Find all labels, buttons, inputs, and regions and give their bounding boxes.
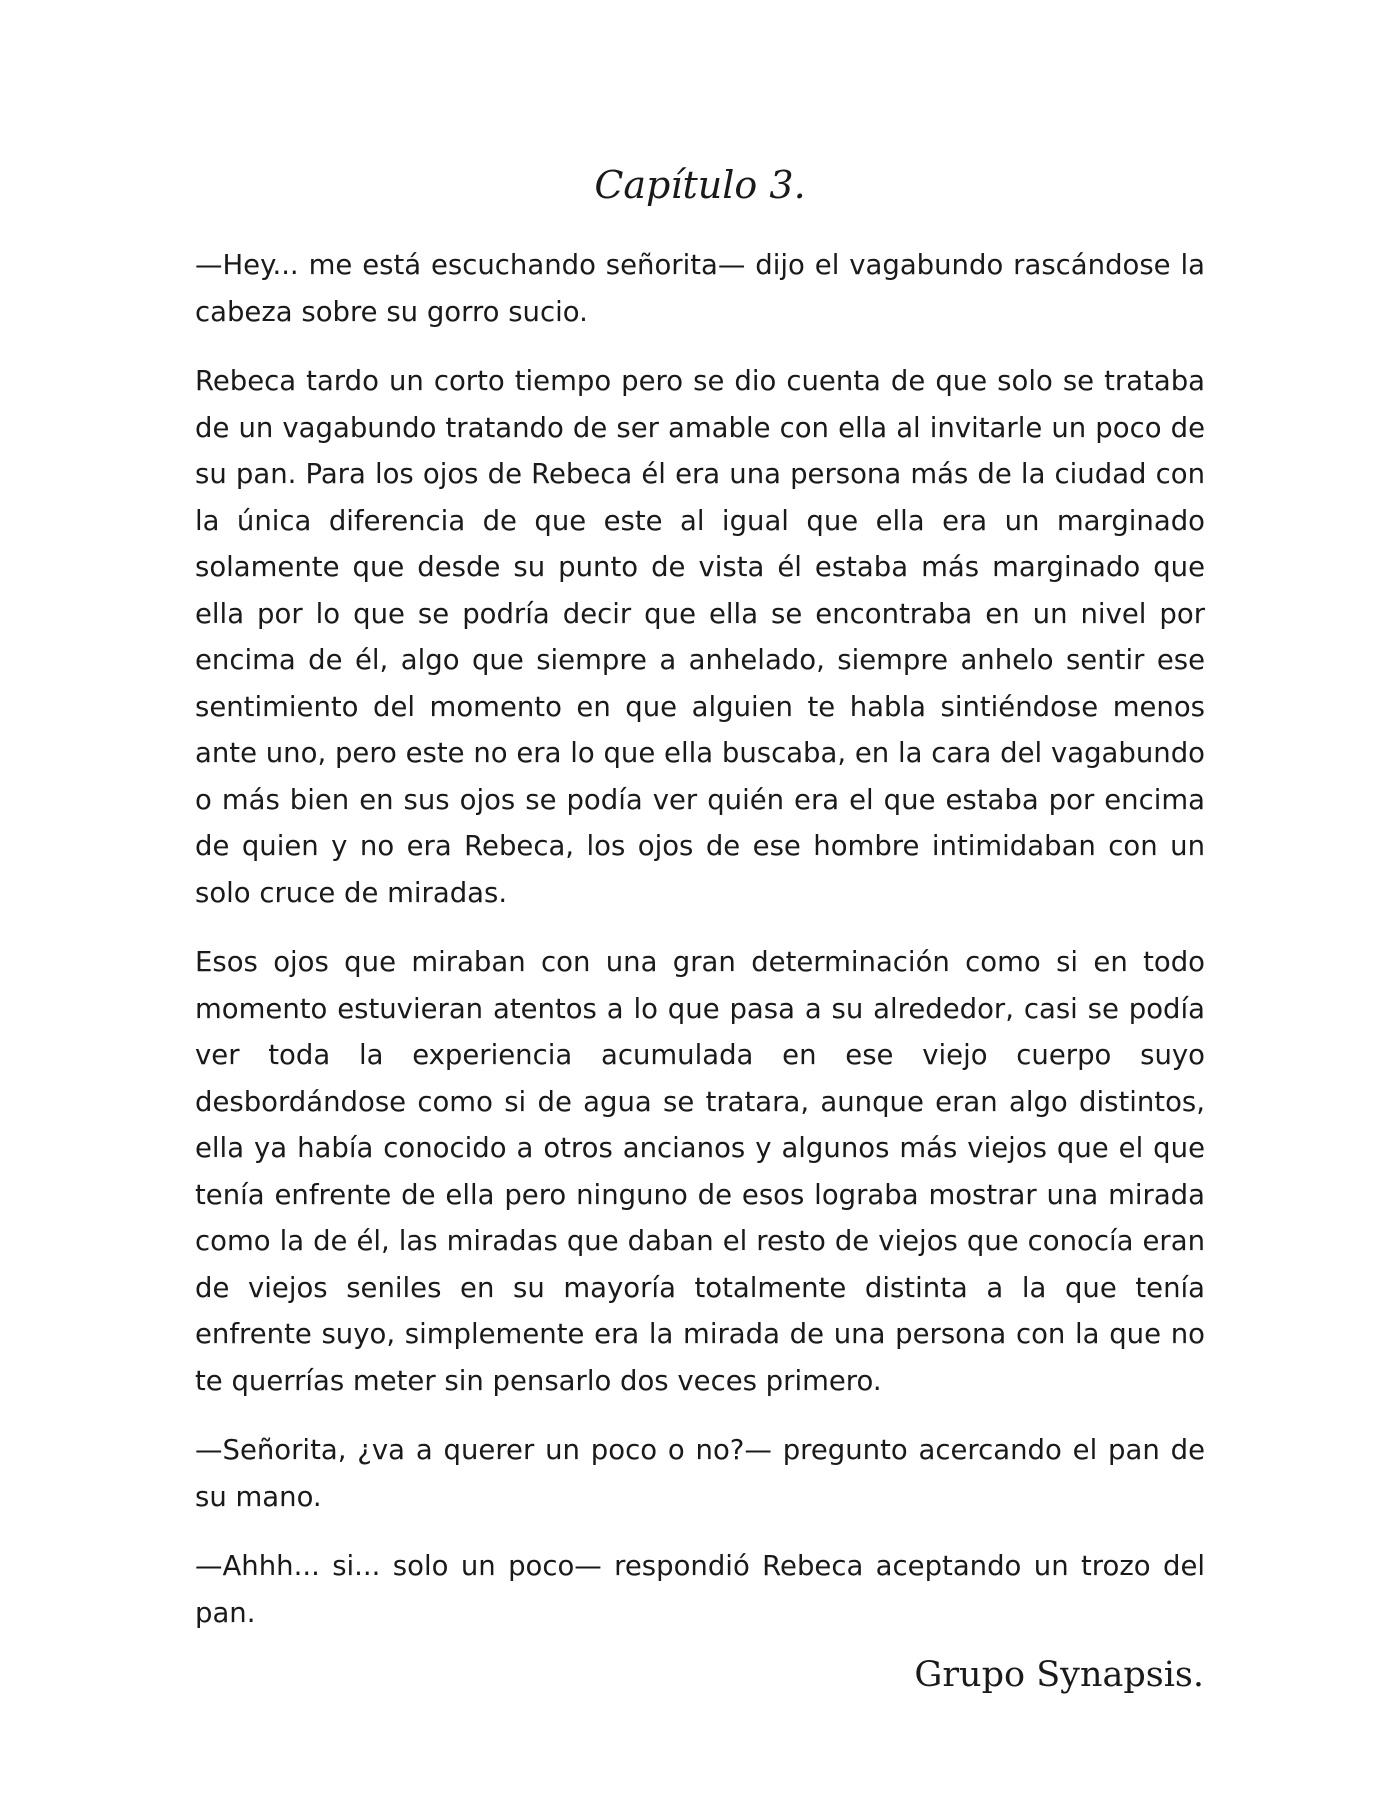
chapter-body [195,242,1205,1636]
footer-signature: Grupo Synapsis. [914,1655,1204,1695]
paragraph: —Ahhh... si... solo un poco— respondió Rebeca aceptando un trozo del pan. [195,1550,1205,1629]
paragraph: —Hey... me está escuchando señorita— dijo el vagabundo rascándose la cabeza sobre su gorro sucio. [195,249,1205,328]
paragraph: —Señorita, ¿va a querer un poco o no?— pregunto acercando el pan de su mano. [195,1434,1205,1513]
paragraph: Rebeca tardo un corto tiempo pero se dio cuenta de que solo se trataba de un vagabundo tratando de ser amable con ella al invitarle un poco de su pan. Para los ojos de Rebeca él era una persona más de la ciudad con la única diferencia de que este al igual que ella era un marginado solamente que desde su punto de vista él estaba más marginado que ella por lo que se podría decir que ella se encontraba en un nivel por encima de él, algo que siempre a anhelado, siempre anhelo sentir ese sentimiento del momento en que alguien te habla sintiéndose menos ante uno, pero este no era lo que ella buscaba, en la cara del vagabundo o más bien en sus ojos se podía ver quién era el que estaba por encima de quien y no era Rebeca, los ojos de ese hombre intimidaban con un solo cruce de miradas. [195,365,1205,909]
paragraph: Esos ojos que miraban con una gran determinación como si en todo momento estuvieran atentos a lo que pasa a su alrededor, casi se podía ver toda la experiencia acumulada en ese viejo cuerpo suyo desbordándose como si de agua se tratara, aunque eran algo distintos, ella ya había conocido a otros ancianos y algunos más viejos que el que tenía enfrente de ella pero ninguno de esos lograba mostrar una mirada como la de él, las miradas que daban el resto de viejos que conocía eran de viejos seniles en su mayoría totalmente distinta a la que tenía enfrente suyo, simplemente era la mirada de una persona con la que no te querrías meter sin pensarlo dos veces primero. [195,946,1205,1397]
document-page [195,150,1205,1659]
chapter-title: Capítulo 3. [594,163,806,207]
